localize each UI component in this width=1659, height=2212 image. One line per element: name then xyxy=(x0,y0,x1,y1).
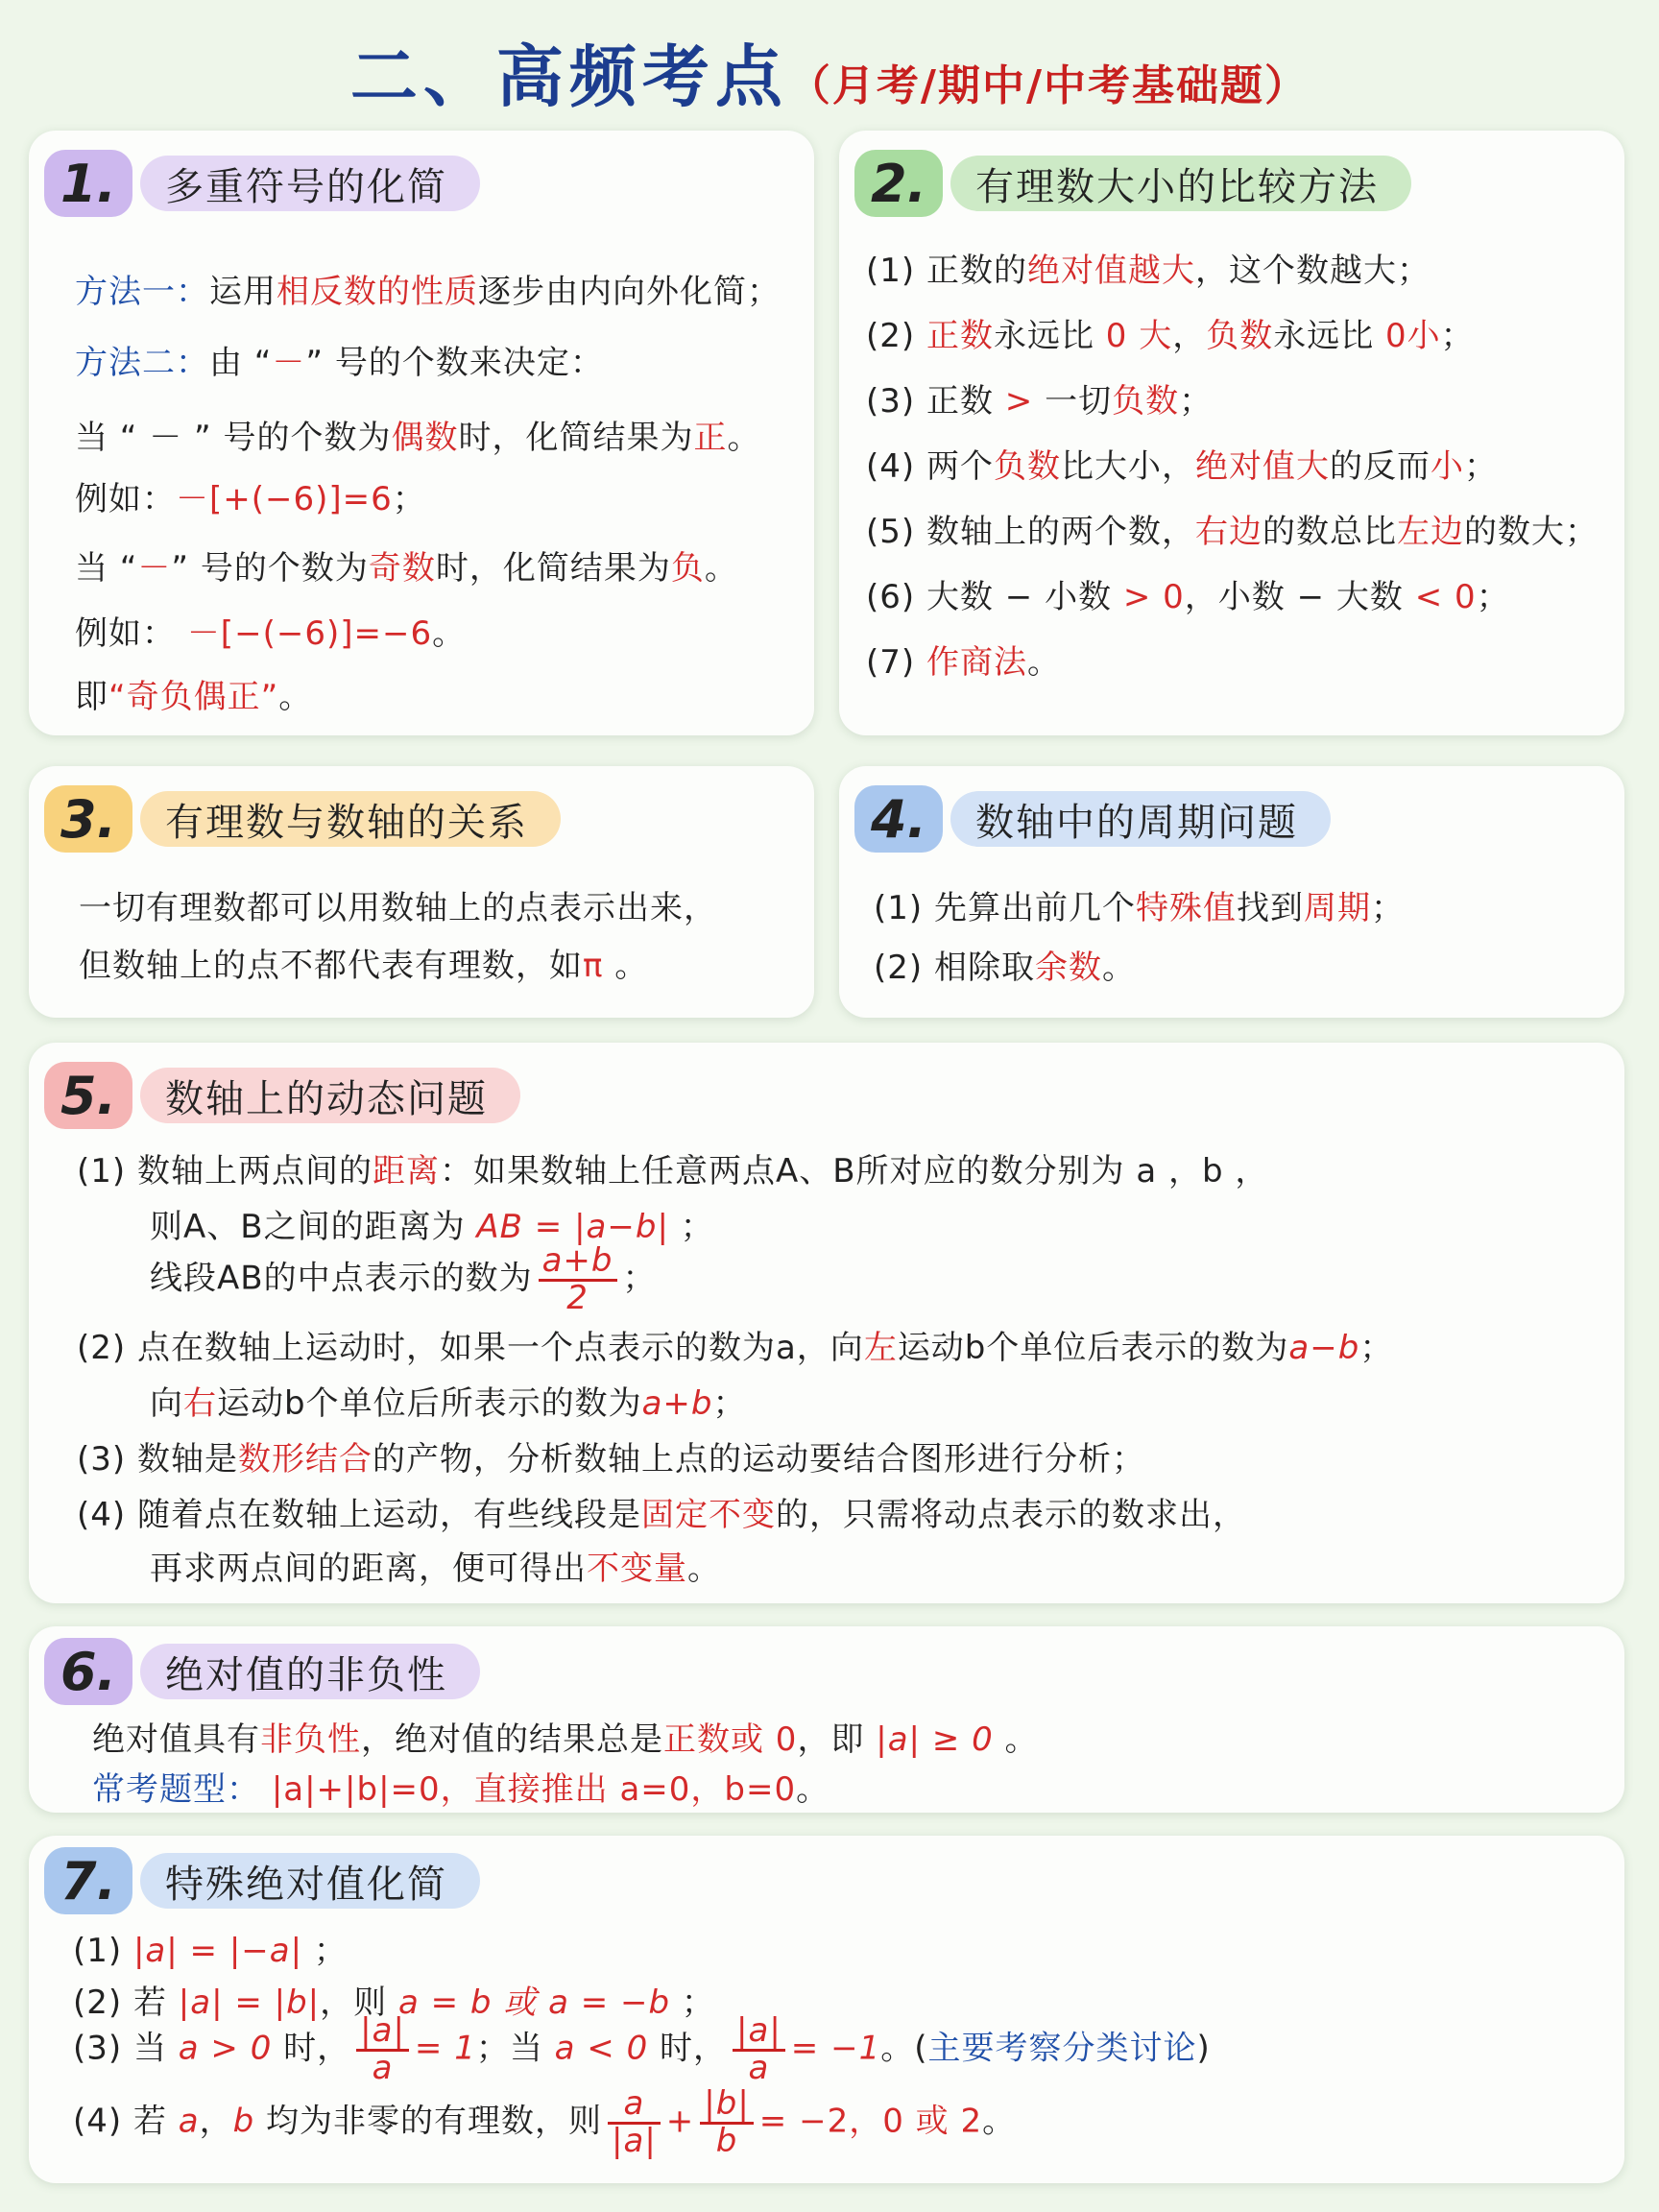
section-number: 7. xyxy=(44,1847,132,1914)
section-number: 1. xyxy=(44,150,132,217)
list-item: 线段AB的中点表示的数为 $\frac{a+b}{2}$ ； xyxy=(150,1241,657,1317)
list-item: (3) 数轴是数形结合的产物，分析数轴上点的运动要结合图形进行分析； xyxy=(77,1440,1145,1479)
card-header xyxy=(44,1847,480,1914)
list-item: (2) 点在数轴上运动时，如果一个点表示的数为a，向左运动b个单位后表示的数为a−b； xyxy=(77,1329,1394,1367)
card-header xyxy=(44,150,480,217)
card-dynamic-problems xyxy=(29,1043,1624,1603)
card-header xyxy=(44,1638,480,1705)
section-number: 6. xyxy=(44,1638,132,1705)
list-item: (6) 大数 − 小数 > 0，小数 − 大数 < 0； xyxy=(866,578,1510,616)
list-item: 则A、B之间的距离为 AB = |a−b| ； xyxy=(150,1208,714,1246)
section-title: 数轴中的周期问题 xyxy=(950,791,1331,847)
section-title: 有理数大小的比较方法 xyxy=(950,156,1411,211)
fraction: $\frac{a}{|a|}$ xyxy=(608,2087,661,2158)
odd-rule-line: 当 “－” 号的个数为奇数时，化简结果为负。 xyxy=(75,549,738,588)
card-header xyxy=(44,1062,520,1129)
section-title: 绝对值的非负性 xyxy=(140,1644,480,1699)
list-item: (1) 正数的绝对值越大，这个数越大； xyxy=(866,252,1431,290)
card-header xyxy=(854,150,1411,217)
list-item: (3) 当 a > 0 时， $\frac{|a|}{a}$ = 1；当 a < 0 时， $\frac{|a|}{a}$ = −1。(主要考察分类讨论) xyxy=(73,2011,1211,2087)
method-one-label: 方法一： xyxy=(75,273,209,311)
section-title: 特殊绝对值化简 xyxy=(140,1853,480,1909)
method-two-line: 方法二：由 “－” 号的个数来决定： xyxy=(75,344,604,382)
section-number: 5. xyxy=(44,1062,132,1129)
fraction: $\frac{|b|}{b}$ xyxy=(700,2087,754,2158)
card-comparison-methods xyxy=(839,131,1624,735)
list-item: (1) |a| = |−a| ； xyxy=(73,1932,348,1970)
list-item: (1) 数轴上两点间的距离：如果数轴上任意两点A、B所对应的数分别为 a ，b ， xyxy=(77,1152,1269,1190)
title-main: 二、高频考点 xyxy=(349,37,788,116)
page-title xyxy=(0,23,1659,120)
method-two-label: 方法二： xyxy=(75,344,209,382)
card-header xyxy=(44,785,561,853)
card-periodic-problems xyxy=(839,766,1624,1018)
card-non-negativity xyxy=(29,1626,1624,1813)
list-item: (7) 作商法。 xyxy=(866,643,1061,682)
even-example-line: 例如：－[+(−6)]=6； xyxy=(75,480,426,518)
section-title: 数轴上的动态问题 xyxy=(140,1068,520,1123)
card-number-line-relation xyxy=(29,766,814,1018)
list-item: (2) 若 |a| = |b|，则 a = b 或 a = −b ； xyxy=(73,1984,715,2022)
list-item: 再求两点间的距离，便可得出不变量。 xyxy=(150,1550,721,1588)
text-line: 一切有理数都可以用数轴上的点表示出来， xyxy=(79,889,717,927)
list-item: (4) 若 a，b 均为非零的有理数，则 $\frac{a}{|a|}$ + $\frac{|b|}{b}$ = −2，0 或 2。 xyxy=(73,2084,1017,2160)
list-item: 向右运动b个单位后所表示的数为a+b； xyxy=(150,1384,747,1423)
text-line: 常考题型： |a|+|b|=0，直接推出 a=0，b=0。 xyxy=(92,1770,830,1809)
list-item: (4) 随着点在数轴上运动，有些线段是固定不变的，只需将动点表示的数求出， xyxy=(77,1496,1246,1534)
section-number: 4. xyxy=(854,785,943,853)
list-item: (2) 正数永远比 0 大，负数永远比 0小； xyxy=(866,317,1475,355)
fraction: $\frac{|a|}{a}$ xyxy=(733,2014,785,2085)
method-one-line: 方法一：运用相反数的性质逐步由内向外化简； xyxy=(75,273,781,311)
section-title: 有理数与数轴的关系 xyxy=(140,791,561,847)
list-item: (3) 正数 > 一切负数； xyxy=(866,382,1214,421)
even-rule-line: 当 “ － ” 号的个数为偶数时，化简结果为正。 xyxy=(75,419,761,457)
list-item: (1) 先算出前几个特殊值找到周期； xyxy=(874,889,1405,927)
midpoint-fraction: $\frac{a+b}{2}$ xyxy=(539,1244,617,1315)
list-item: (4) 两个负数比大小，绝对值大的反而小； xyxy=(866,447,1498,486)
text-line: 但数轴上的点不都代表有理数，如π 。 xyxy=(79,947,649,985)
odd-example-line: 例如： －[−(−6)]=−6。 xyxy=(75,614,467,653)
section-number: 2. xyxy=(854,150,943,217)
card-special-abs xyxy=(29,1836,1624,2183)
text-line: 绝对值具有非负性，绝对值的结果总是正数或 0，即 |a| ≥ 0 。 xyxy=(92,1720,1039,1759)
summary-line: 即“奇负偶正”。 xyxy=(75,678,313,716)
title-sub: （月考/期中/中考基础题） xyxy=(787,61,1310,110)
list-item: (2) 相除取余数。 xyxy=(874,949,1136,987)
card-header xyxy=(854,785,1331,853)
fraction: $\frac{|a|}{a}$ xyxy=(356,2014,409,2085)
card-multiple-signs xyxy=(29,131,814,735)
list-item: (5) 数轴上的两个数，右边的数总比左边的数大； xyxy=(866,513,1599,551)
section-number: 3. xyxy=(44,785,132,853)
section-title: 多重符号的化简 xyxy=(140,156,480,211)
